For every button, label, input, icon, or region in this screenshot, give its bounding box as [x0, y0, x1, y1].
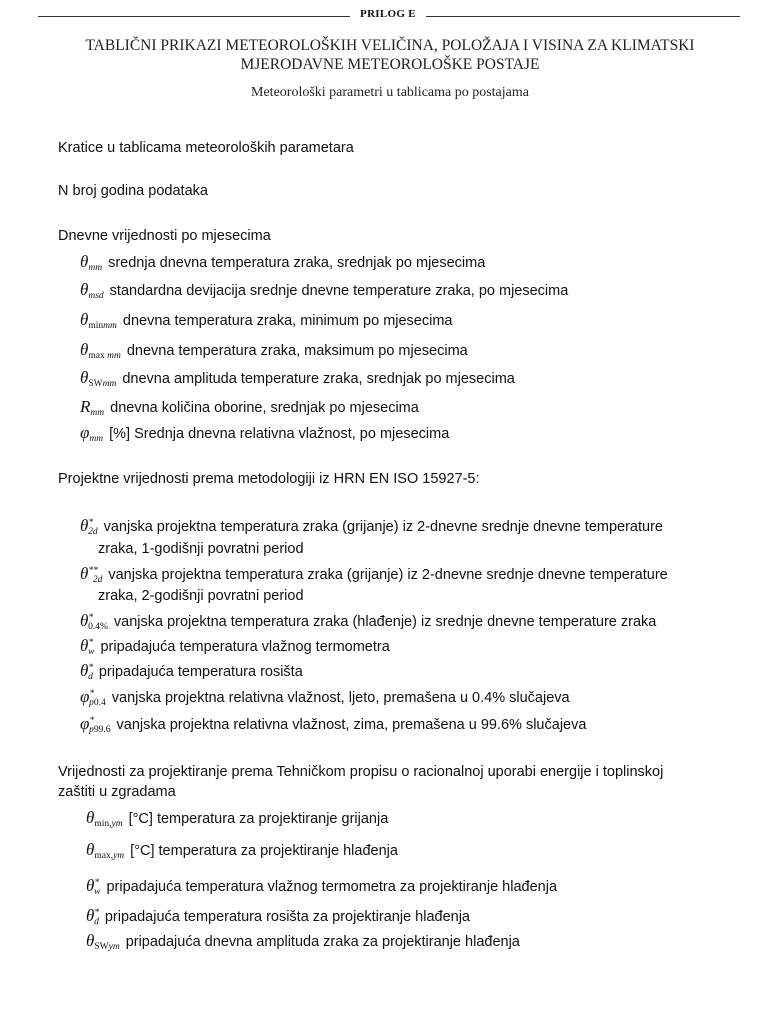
r-mm-symbol: $R_{mm}$	[80, 397, 105, 418]
regulation-values-heading: Vrijednosti za projektiranje prema Tehničkom propisu o racionalnoj uporabi energije i toplinskoj	[58, 764, 664, 780]
list-item: $\theta^*_{0.4\%}$ vanjska projektna temperatura zraka (hlađenje) iz srednje dnevne temperature zraka	[80, 608, 656, 637]
list-item: $\varphi^*_{p99.6}$ vanjska projektna relativna vlažnost, zima, premašena u 99.6% slučajeva	[80, 711, 586, 740]
list-item: $\theta_{minmm}$ dnevna temperatura zraka, minimum po mjesecima	[80, 310, 452, 336]
daily-values-heading: Dnevne vrijednosti po mjesecima	[58, 228, 271, 244]
list-item: $\theta^*_{2d}$ vanjska projektna temperatura zraka (grijanje) iz 2-dnevne srednje dnevne temperature	[80, 513, 663, 542]
n-definition: N broj godina podataka	[58, 183, 208, 199]
regulation-values-heading-cont: zaštiti u zgradama	[58, 784, 176, 800]
theta-w-cooling-symbol: $\theta^*_w$	[86, 876, 101, 897]
theta-maxmm-symbol: $\theta_{max mm}$	[80, 340, 121, 361]
list-item: $\theta_{mm}$ srednja dnevna temperatura zraka, srednjak po mjesecima	[80, 252, 485, 278]
page-header	[38, 8, 740, 24]
list-item: $\theta_{msd}$ standardna devijacija srednje dnevne temperature zraka, po mjesecima	[80, 280, 568, 306]
list-item: $R_{mm}$ dnevna količina oborine, srednjak po mjesecima	[80, 397, 419, 423]
phi-p04-symbol: $\varphi^*_{p0.4}$	[80, 687, 106, 708]
list-item-continuation: zraka, 1-godišnji povratni period	[98, 541, 304, 557]
list-item: $\theta_{max mm}$ dnevna temperatura zraka, maksimum po mjesecima	[80, 340, 468, 366]
list-item: $\theta_{SWmm}$ dnevna amplituda temperature zraka, srednjak po mjesecima	[80, 368, 515, 394]
theta-swmm-symbol: $\theta_{SWmm}$	[80, 368, 117, 389]
appendix-label: PRILOG E	[360, 8, 416, 20]
list-item: $\theta^{**}_{2d}$ vanjska projektna temperatura zraka (grijanje) iz 2-dnevne srednje dnevne temperature	[80, 561, 668, 590]
list-item: $\theta_{SWym}$ pripadajuća dnevna amplituda zraka za projektiranje hlađenja	[86, 931, 520, 957]
abbreviations-heading: Kratice u tablicama meteoroloških parametara	[58, 140, 354, 156]
theta-max-ym-symbol: $\theta_{max,ym}$	[86, 840, 125, 861]
theta-2d-symbol: $\theta^*_{2d}$	[80, 516, 98, 537]
list-item: $\theta_{max,ym}$ [°C] temperatura za projektiranje hlađenja	[86, 840, 398, 866]
theta-2d-double-star-symbol: $\theta^{**}_{2d}$	[80, 564, 103, 585]
page-subtitle: Meteorološki parametri u tablicama po postajama	[251, 85, 529, 100]
theta-d-symbol: $\theta^*_d$	[80, 661, 94, 682]
theta-msd-symbol: $\theta_{msd}$	[80, 280, 104, 301]
list-item: $\theta^*_w$ pripadajuća temperatura vlažnog termometra za projektiranje hlađenja	[86, 873, 557, 902]
list-item: $\varphi^*_{p0.4}$ vanjska projektna relativna vlažnost, ljeto, premašena u 0.4% slučajeva	[80, 684, 570, 713]
phi-p996-symbol: $\varphi^*_{p99.6}$	[80, 714, 111, 735]
list-item: $\theta^*_d$ pripadajuća temperatura rosišta za projektiranje hlađenja	[86, 903, 470, 932]
phi-mm-symbol: $\varphi_{mm}$	[80, 423, 104, 444]
theta-min-ym-symbol: $\theta_{min,ym}$	[86, 808, 123, 829]
header-rule-right	[426, 16, 740, 17]
design-values-heading: Projektne vrijednosti prema metodologiji iz HRN EN ISO 15927-5:	[58, 471, 480, 487]
theta-minmm-symbol: $\theta_{minmm}$	[80, 310, 117, 331]
theta-d-cooling-symbol: $\theta^*_d$	[86, 906, 100, 927]
theta-w-symbol: $\theta^*_w$	[80, 636, 95, 657]
theta-mm-symbol: $\theta_{mm}$	[80, 252, 103, 273]
list-item: $\theta_{min,ym}$ [°C] temperatura za projektiranje grijanja	[86, 808, 388, 834]
theta-04-symbol: $\theta^*_{0.4\%}$	[80, 611, 108, 632]
list-item: $\varphi_{mm}$ [%] Srednja dnevna relativna vlažnost, po mjesecima	[80, 423, 449, 449]
list-item: $\theta^*_w$ pripadajuća temperatura vlažnog termometra	[80, 633, 390, 662]
theta-sw-ym-symbol: $\theta_{SWym}$	[86, 931, 120, 952]
list-item: $\theta^*_d$ pripadajuća temperatura rosišta	[80, 658, 303, 687]
header-rule-left	[38, 16, 350, 17]
page-title: TABLIČNI PRIKAZI METEOROLOŠKIH VELIČINA, POLOŽAJA I VISINA ZA KLIMATSKI MJERODAVNE METEOROLOŠKE POSTAJE	[85, 37, 695, 73]
list-item-continuation: zraka, 2-godišnji povratni period	[98, 588, 304, 604]
